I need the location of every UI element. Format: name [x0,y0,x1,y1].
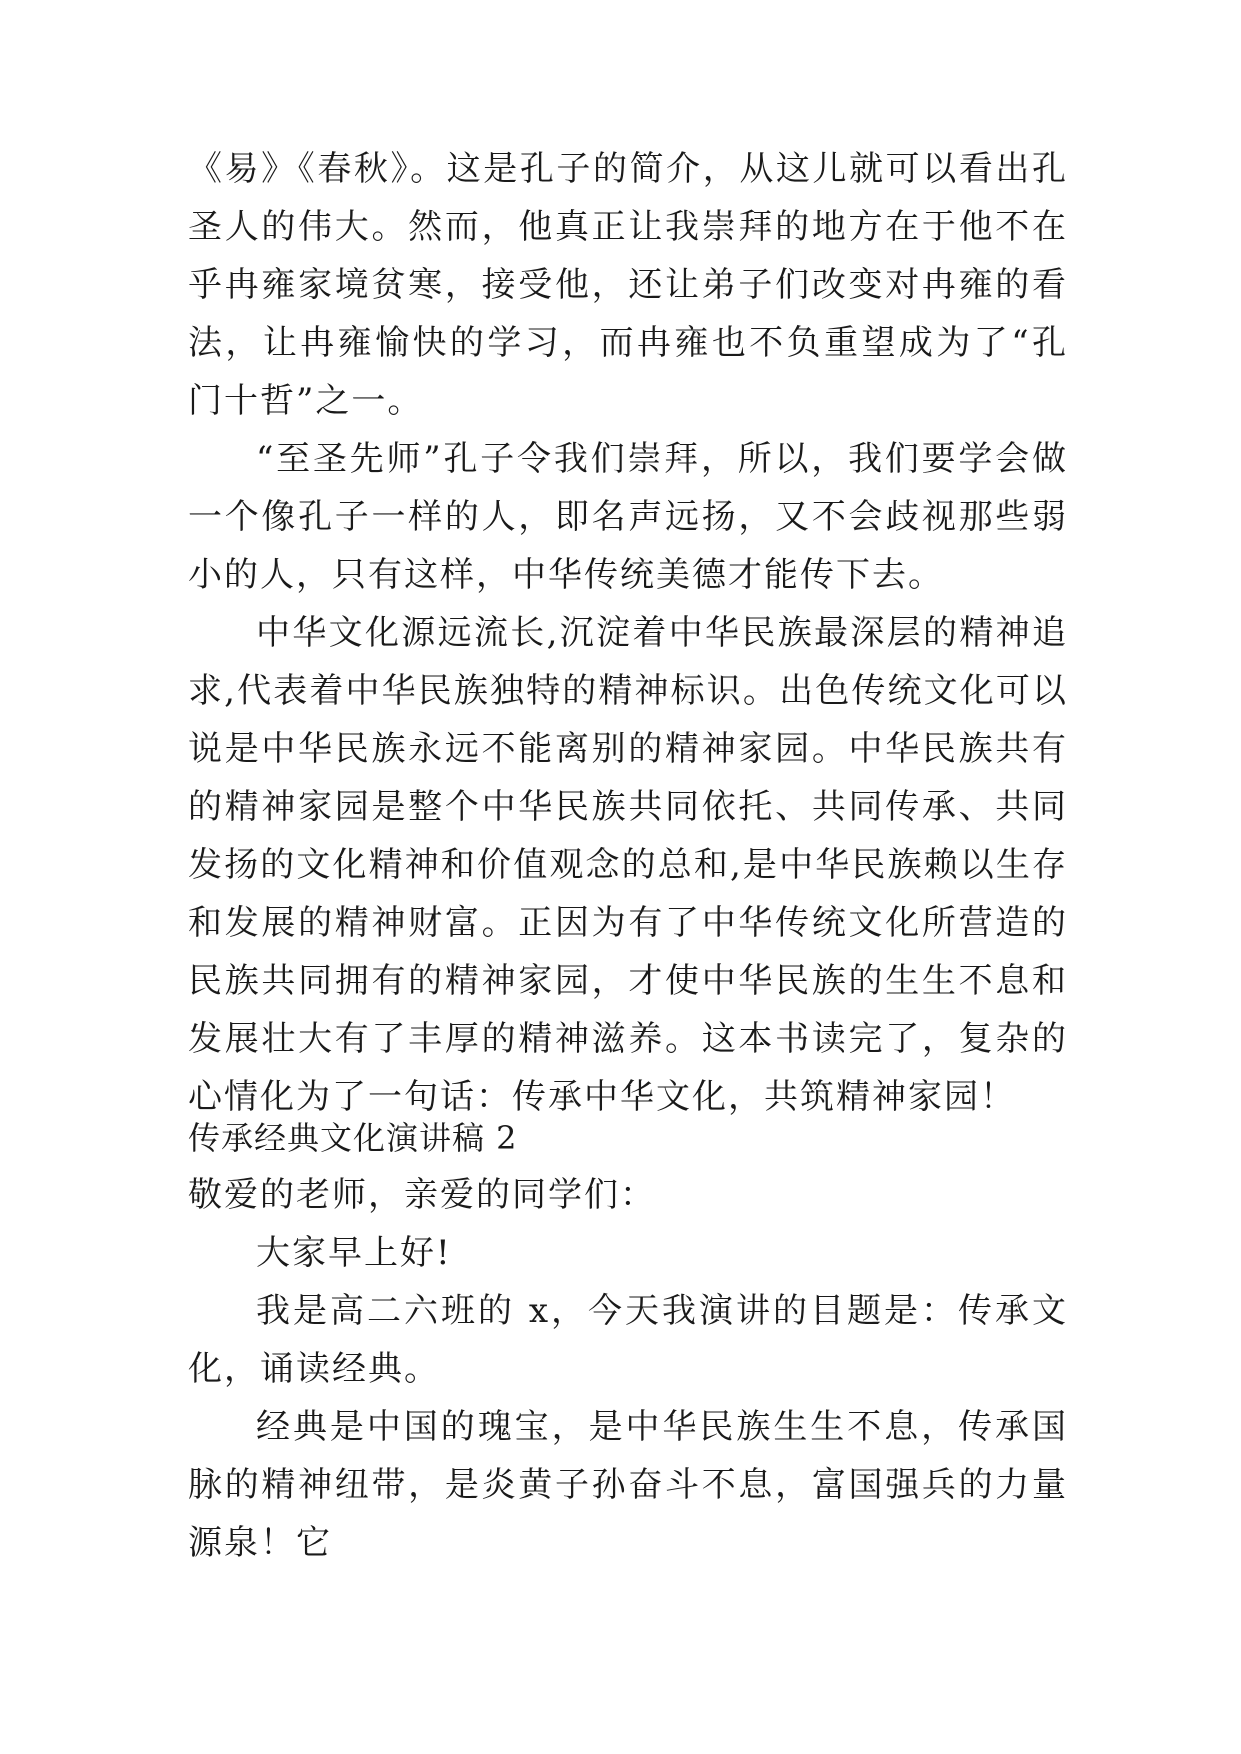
greeting: 大家早上好! [256,1233,452,1273]
speech-title: 传承经典文化演讲稿 2 [188,1119,518,1157]
paragraph-chinese-culture: 中华文化源远流长,沉淀着中华民族最深层的精神追求,代表着中华民族独特的精神标识。出色传统文化可以说是中华民族永远不能离别的精神家园。中华民族共有的精神家园是整个中华民族共同依托、共同传承、共同发扬的文化精神和价值观念的总和,是中华民族赖以生存和发展的精神财富。正因为有了中华传统文化所营造的民族共同拥有的精神家园，才使中华民族的生生不息和发展壮大有了丰厚的精神滋养。这本书读完了，复杂的心情化为了一句话：传承中华文化，共筑精神家园！ [188,613,1068,1117]
paragraph-classics: 经典是中国的瑰宝，是中华民族生生不息，传承国脉的精神纽带，是炎黄子孙奋斗不息，富国强兵的力量源泉！它 [188,1407,1068,1563]
salutation: 敬爱的老师，亲爱的同学们： [188,1175,656,1215]
paragraph-confucius-admiration: “至圣先师”孔子令我们崇拜，所以，我们要学会做一个像孔子一样的人，即名声远扬，又不会歧视那些弱小的人，只有这样，中华传统美德才能传下去。 [188,439,1068,595]
section-2 [188,1110,1068,1572]
paragraph-self-intro: 我是高二六班的 x，今天我演讲的目题是：传承文化，诵读经典。 [188,1291,1068,1389]
section-1 [188,140,1068,1126]
paragraph-confucius-intro: 《易》《春秋》。这是孔子的简介，从这儿就可以看出孔圣人的伟大。然而，他真正让我崇拜的地方在于他不在乎冉雍家境贫寒，接受他，还让弟子们改变对冉雍的看法，让冉雍愉快的学习，而冉雍也不负重望成为了“孔门十哲”之一。 [188,149,1068,421]
